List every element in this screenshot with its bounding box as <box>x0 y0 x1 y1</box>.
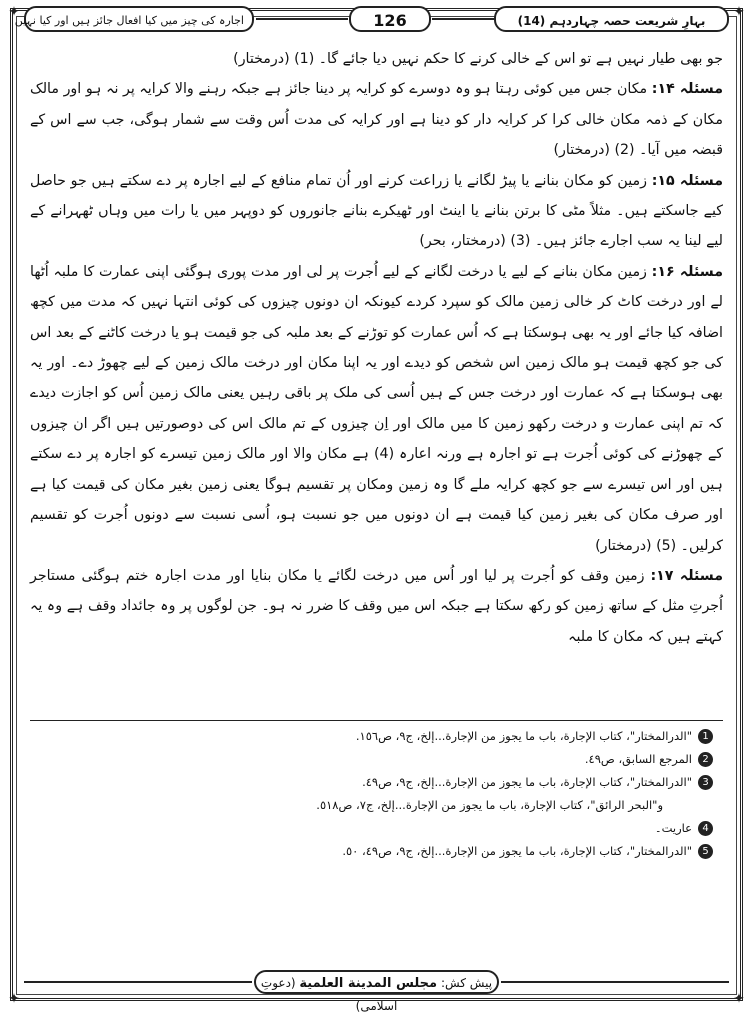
footnote-number: 4 <box>698 821 713 836</box>
footnote: 4 عاریت۔ <box>30 817 713 840</box>
publisher-credit: پیش کش: مجلس المدينة العلمية (دعوتِ اسلامی) <box>254 970 499 994</box>
footnote-number: 2 <box>698 752 713 767</box>
footnote: 3 "الدرالمختار"، كتاب الإجارة، باب ما يجوز من الإجارة...إلخ، ج٩، ص٤٩. <box>30 771 713 794</box>
main-text <box>30 44 723 652</box>
paragraph-masala-16: مسئلہ ۱۶: زمین مکان بنانے کے لیے یا درخت لگانے کے لیے اُجرت پر لی اور مدت پوری ہوگئی اپنی عمارت کا ملبہ اُٹھا لے اور درخت کاٹ کر خالی زمین مالک کو سپرد کردے کیونکہ ان دونوں چیزوں کی کوئی انتہا نہیں کہ مدت میں کچھ اضافہ کیا جائے اور یہ بھی ہوسکتا ہے کہ اُس عمارت کو توڑنے کے بعد ملبہ کی جو قیمت ہو یا درخت کاٹنے کے بعد اس کی جو کچھ قیمت ہو مالک زمین اس شخص کو دیدے اور یہ اپنا مکان اور درخت مالک زمین کے لیے چھوڑ دے۔ اور یہ بھی ہوسکتا ہے کہ عمارت اور درخت جس کے ہیں اُسی کی ملک پر باقی رہیں یعنی مالک زمین اُس کو اجازت دیدے کہ تم اپنی عمارت و درخت رکھو زمین کا میں مالک اور اِن چیزوں کے تم مالک اس کی دوصورتیں ہیں اگر ان چیزوں کے چھوڑنے کی کوئی اُجرت ہے تو اجارہ ہے ورنہ اعارہ (4) ہے مکان والا اور مالک زمین تیسرے کو اجارہ پر دے سکتے ہیں اور اس تیسرے سے جو کچھ کرایہ ملے گا وہ زمین ومکان پر تقسیم ہوگا یعنی زمین بغیر مکان کی قیمت کیا ہے اور صرف مکان کی بغیر زمین کیا قیمت ہے ان دونوں میں جو نسبت ہو، اُسی نسبت سے دونوں اُجرت کو تقسیم کرلیں۔ (5) (درمختار) <box>30 263 723 554</box>
masala-label: مسئلہ ۱۶: <box>651 263 723 280</box>
masala-label: مسئلہ ۱۷: <box>650 567 724 584</box>
chapter-topic: اجارہ کی چیز میں کیا افعال جائز ہیں اور کیا نہیں <box>24 6 254 32</box>
masala-label: مسئلہ ۱۴: <box>651 81 723 98</box>
footnote-number: 5 <box>698 844 713 859</box>
corner-ornament-icon: ✦ <box>733 4 745 20</box>
corner-ornament-icon: ✦ <box>733 991 745 1007</box>
footnotes <box>30 720 723 863</box>
paragraph: جو بھی طیار نہیں ہے تو اس کے خالی کرنے کا حکم نہیں دیا جائے گا۔ (1) (درمختار) <box>233 51 723 67</box>
page-footer <box>24 970 729 1013</box>
corner-ornament-icon: ✦ <box>8 4 20 20</box>
footnote: 1 "الدرالمختار"، كتاب الإجارة، باب ما يجوز من الإجارة...إلخ، ج٩، ص١٥٦. <box>30 725 713 748</box>
book-title: بہارِ شریعت حصہ چہاردہم (14) <box>494 6 729 32</box>
footnote: 2 المرجع السابق، ص٤٩. <box>30 748 713 771</box>
paragraph-masala-17: مسئلہ ۱۷: زمین وقف کو اُجرت پر لیا اور اُس میں درخت لگائے یا مکان بنایا اور مدت اجارہ ختم ہوگئی مستاجر اُجرتِ مثل کے ساتھ زمین کو رکھ سکتا ہے جبکہ اس میں وقف کا ضرر نہ ہو۔ جن لوگوں پر وہ جائداد وقف ہے وہ یہ کہتے ہیں کہ مکان کا ملبہ <box>30 567 724 645</box>
paragraph-masala-15: مسئلہ ۱۵: زمین کو مکان بنانے یا پیڑ لگانے یا زراعت کرنے اور اُن تمام منافع کے لیے اجارہ پر دے سکتے ہیں جو حاصل کیے جاسکتے ہیں۔ مثلاً مٹی کا برتن بنانے یا اینٹ اور ٹھیکرے بنانے جانوروں کو دوپہر میں یا رات میں وہاں ٹھہرانے کے لیے لینا یہ سب اجارے جائز ہیں۔ (3) (درمختار، بحر) <box>30 172 723 250</box>
footnote: 5 "الدرالمختار"، كتاب الإجارة، باب ما يجوز من الإجارة...إلخ، ج٩، ص٤٩، ٥٠. <box>30 840 713 863</box>
footnote-number: 3 <box>698 775 713 790</box>
corner-ornament-icon: ✦ <box>8 991 20 1007</box>
page-header <box>14 6 729 36</box>
footer-rule <box>24 981 252 983</box>
page-number: 126 <box>349 6 431 32</box>
header-rule <box>432 18 494 20</box>
paragraph-masala-14: مسئلہ ۱۴: مکان جس میں کوئی رہتا ہو وہ دوسرے کو کرایہ پر دینا جائز ہے جبکہ رہنے والا کرایہ پر نہ ہو اور مالک مکان کے ذمہ مکان خالی کرا کر کرایہ دار کو دینا ہے اور کرایہ کی مدت اُس وقت سے شمار ہوگی، جب سے اس کے قبضہ میں آیا۔ (2) (درمختار) <box>30 81 723 159</box>
footer-rule <box>501 981 729 983</box>
publisher-name: مجلس المدينة العلمية <box>299 976 438 991</box>
masala-label: مسئلہ ۱۵: <box>651 172 723 189</box>
footnote-continuation: و"البحر الرائق"، كتاب الإجارة، باب ما يجوز من الإجارة...إلخ، ج٧، ص٥١٨. <box>316 798 663 812</box>
header-rule <box>256 18 348 20</box>
footnote-number: 1 <box>698 729 713 744</box>
